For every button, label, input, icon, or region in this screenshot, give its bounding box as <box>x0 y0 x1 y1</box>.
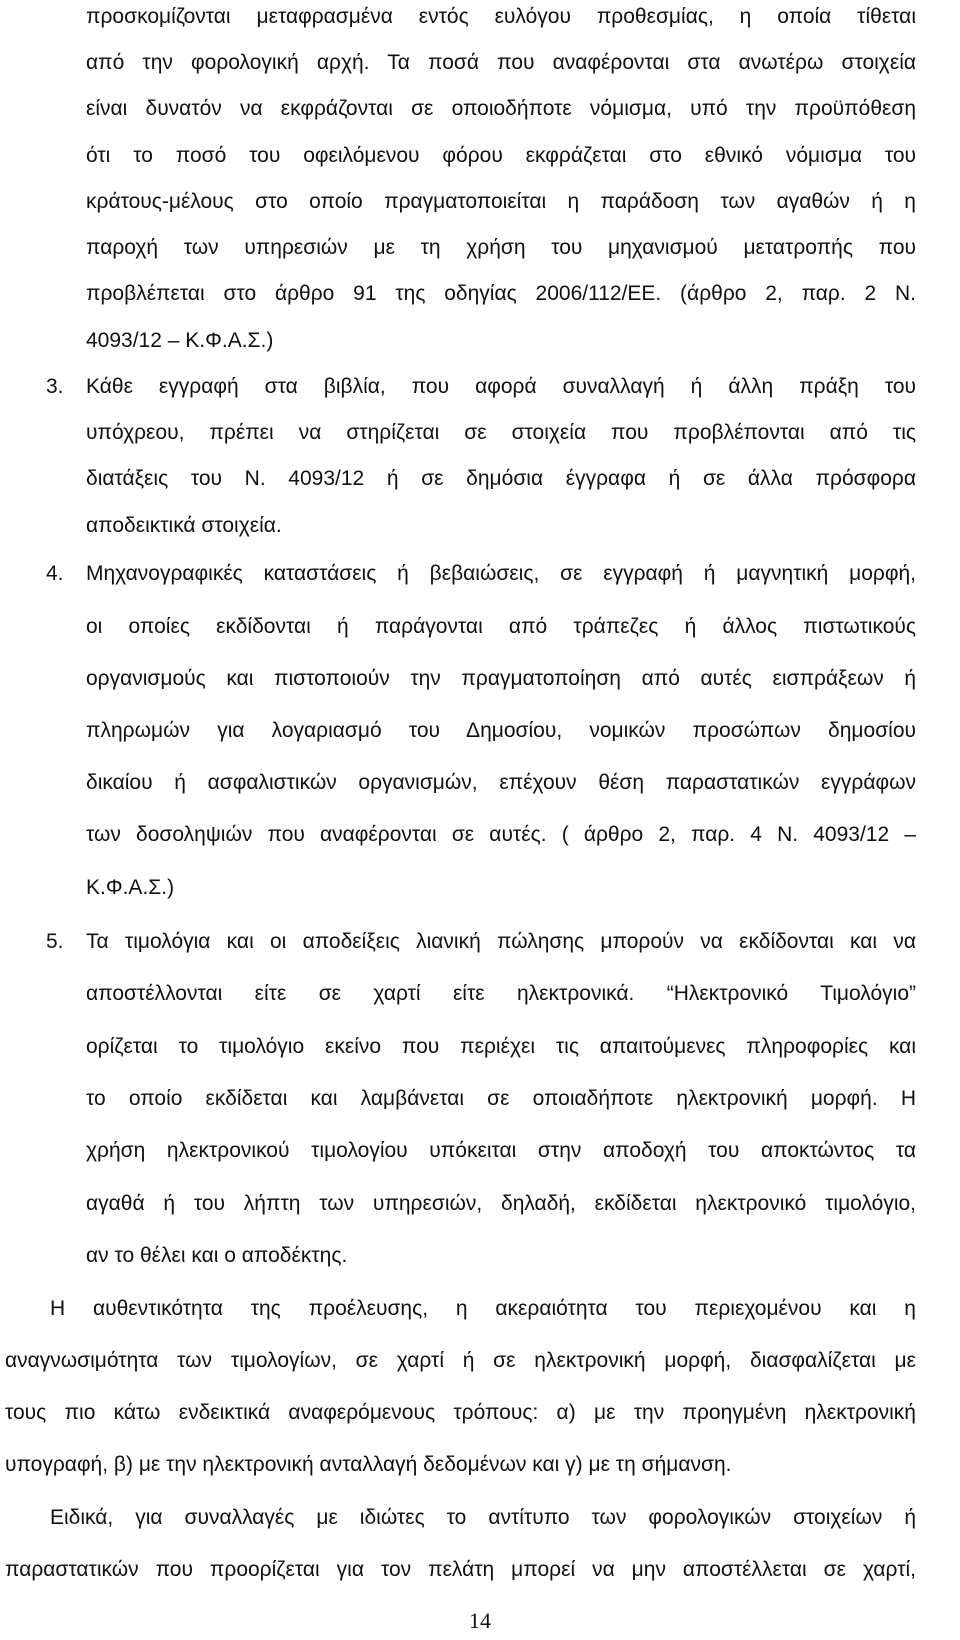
text-line: χρήση ηλεκτρονικού τιμολογίου υπόκειται στην αποδοχή του αποκτώντος τα <box>86 1139 916 1162</box>
text-line: αγαθά ή του λήπτη των υπηρεσιών, δηλαδή, εκδίδεται ηλεκτρονικό τιμολόγιο, <box>86 1192 916 1215</box>
text-line: προσκομίζονται μεταφρασμένα εντός ευλόγου προθεσμίας, η οποία τίθεται <box>86 5 916 28</box>
text-line: των δοσοληψιών που αναφέρονται σε αυτές. ( άρθρο 2, παρ. 4 Ν. 4093/12 – <box>86 823 916 846</box>
text-line: ότι το ποσό του οφειλόμενου φόρου εκφράζεται στο εθνικό νόμισμα του <box>86 144 916 167</box>
text-line: αποδεικτικά στοιχεία. <box>86 514 282 537</box>
text-line: Μηχανογραφικές καταστάσεις ή βεβαιώσεις, σε εγγραφή ή μαγνητική μορφή, <box>86 562 916 585</box>
list-number: 4. <box>46 562 64 585</box>
text-line: οργανισμούς και πιστοποιούν την πραγματοποίηση από αυτές εισπράξεων ή <box>86 667 916 690</box>
text-line: πληρωμών για λογαριασμό του Δημοσίου, νομικών προσώπων δημοσίου <box>86 719 916 742</box>
page-number: 14 <box>469 1608 491 1633</box>
text-line: 4093/12 – Κ.Φ.Α.Σ.) <box>86 329 274 352</box>
text-line: από την φορολογική αρχή. Τα ποσά που αναφέρονται στα ανωτέρω στοιχεία <box>86 51 916 74</box>
text-line: τους πιο κάτω ενδεικτικά αναφερόμενους τρόπους: α) με την προηγμένη ηλεκτρονική <box>5 1401 916 1424</box>
text-line: Τα τιμολόγια και οι αποδείξεις λιανική πώλησης μπορούν να εκδίδονται και να <box>86 930 916 953</box>
text-line: προβλέπεται στο άρθρο 91 της οδηγίας 2006/112/ΕΕ. (άρθρο 2, παρ. 2 Ν. <box>86 282 916 305</box>
text-line: οι οποίες εκδίδονται ή παράγονται από τράπεζες ή άλλος πιστωτικούς <box>86 615 916 638</box>
text-line: υπόχρεου, πρέπει να στηρίζεται σε στοιχεία που προβλέπονται από τις <box>86 421 916 444</box>
text-line: υπογραφή, β) με την ηλεκτρονική ανταλλαγή δεδομένων και γ) με τη σήμανση. <box>5 1453 732 1476</box>
text-line: παραστατικών που προορίζεται για τον πελάτη μπορεί να μην αποστέλλεται σε χαρτί, <box>5 1558 916 1581</box>
text-line: αν το θέλει και ο αποδέκτης. <box>86 1244 348 1267</box>
text-line: Ειδικά, για συναλλαγές με ιδιώτες το αντίτυπο των φορολογικών στοιχείων ή <box>50 1506 916 1529</box>
text-line: παροχή των υπηρεσιών με τη χρήση του μηχανισμού μετατροπής που <box>86 236 916 259</box>
text-line: αποστέλλονται είτε σε χαρτί είτε ηλεκτρονικά. “Ηλεκτρονικό Τιμολόγιο” <box>86 982 916 1005</box>
text-line: το οποίο εκδίδεται και λαμβάνεται σε οποιαδήποτε ηλεκτρονική μορφή. Η <box>86 1087 916 1110</box>
text-line: Η αυθεντικότητα της προέλευσης, η ακεραιότητα του περιεχομένου και η <box>50 1297 916 1320</box>
text-line: είναι δυνατόν να εκφράζονται σε οποιοδήποτε νόμισμα, υπό την προϋπόθεση <box>86 97 916 120</box>
text-line: ορίζεται το τιμολόγιο εκείνο που περιέχει τις απαιτούμενες πληροφορίες και <box>86 1035 916 1058</box>
text-line: Κ.Φ.Α.Σ.) <box>86 876 175 899</box>
text-line: διατάξεις του Ν. 4093/12 ή σε δημόσια έγγραφα ή σε άλλα πρόσφορα <box>86 467 916 490</box>
text-line: δικαίου ή ασφαλιστικών οργανισμών, επέχουν θέση παραστατικών εγγράφων <box>86 771 916 794</box>
text-line: αναγνωσιμότητα των τιμολογίων, σε χαρτί ή σε ηλεκτρονική μορφή, διασφαλίζεται με <box>5 1349 916 1372</box>
list-number: 3. <box>46 375 64 398</box>
list-number: 5. <box>46 930 64 953</box>
text-line: κράτους-μέλους στο οποίο πραγματοποιείται η παράδοση των αγαθών ή η <box>86 190 916 213</box>
text-line: Κάθε εγγραφή στα βιβλία, που αφορά συναλλαγή ή άλλη πράξη του <box>86 375 916 398</box>
